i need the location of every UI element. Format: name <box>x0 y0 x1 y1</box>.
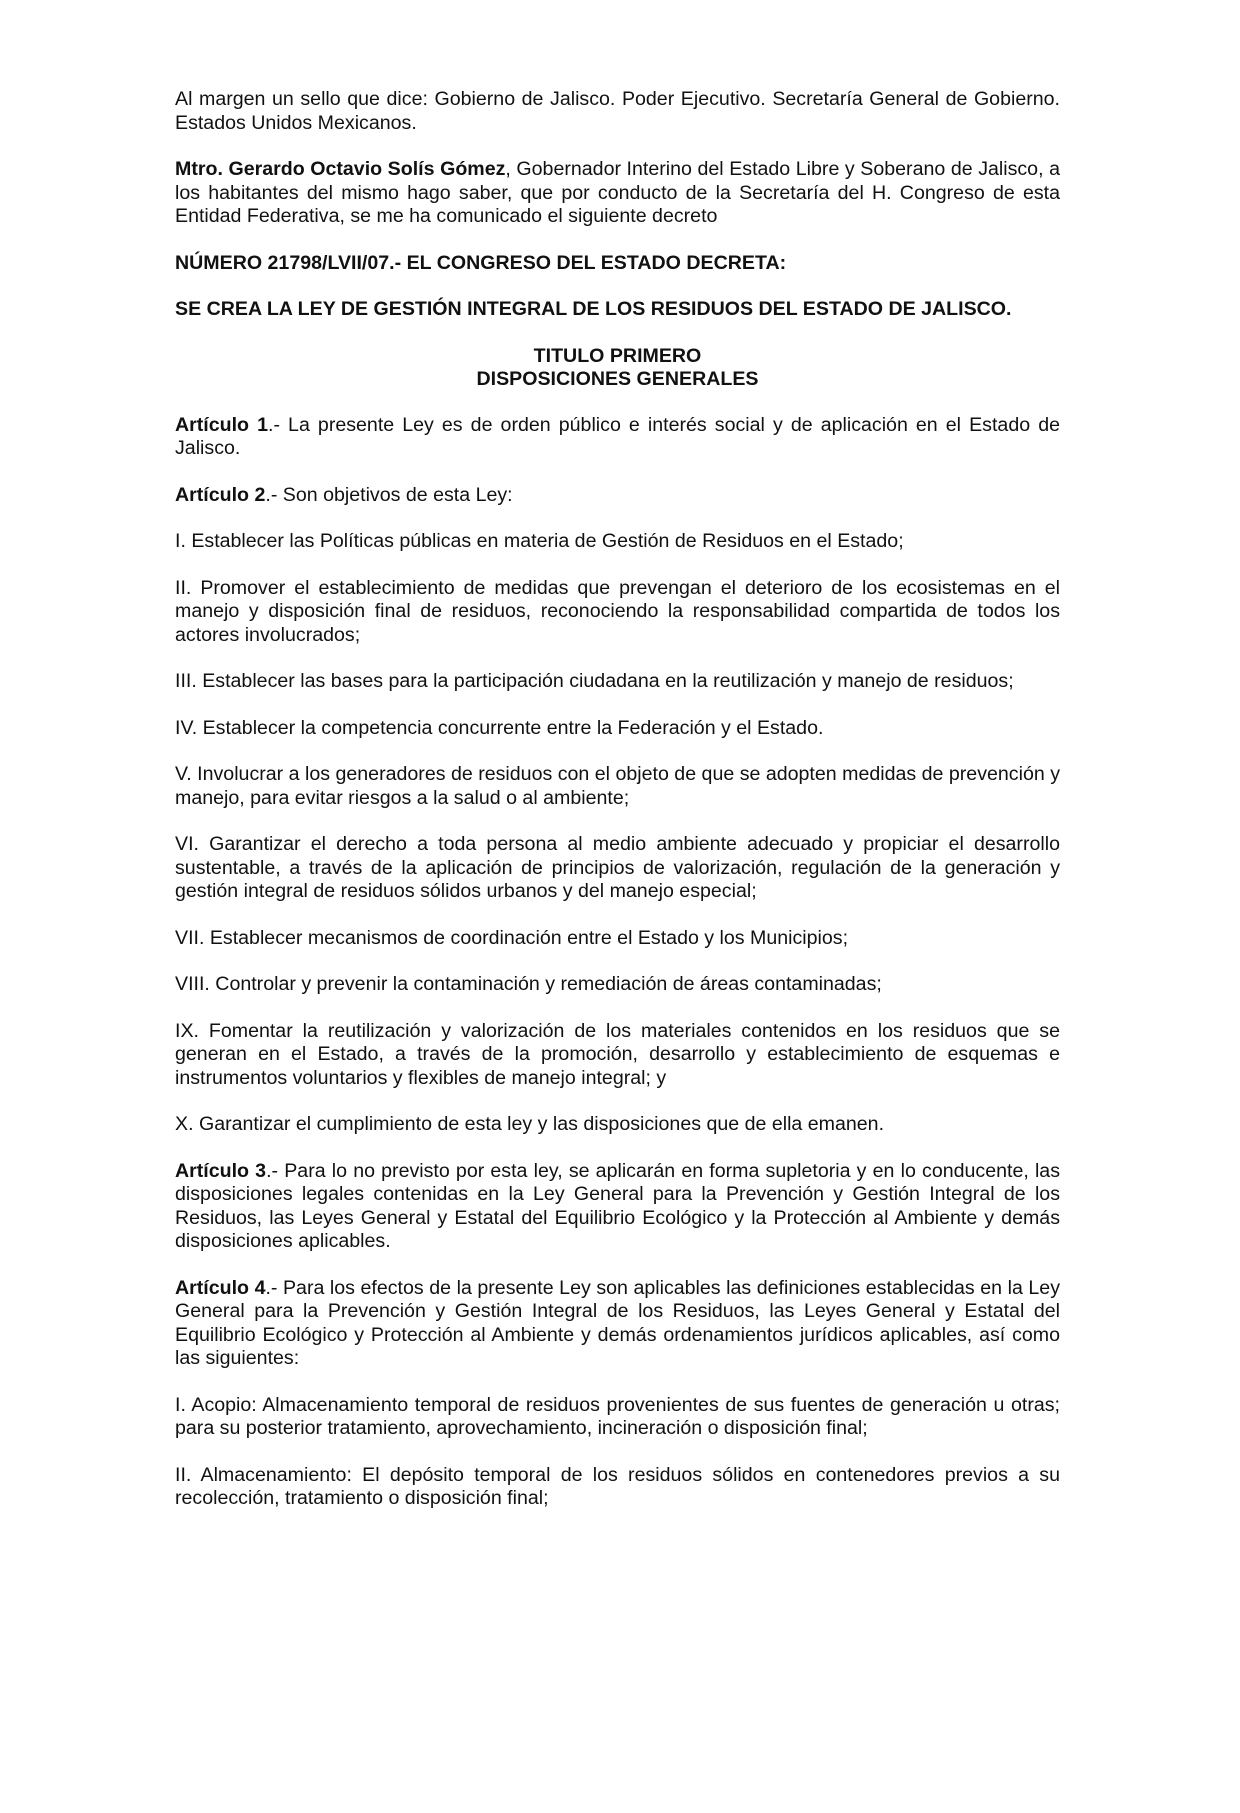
title-heading-line2: DISPOSICIONES GENERALES <box>476 368 759 390</box>
article-4-item-1: I. Acopio: Almacenamiento temporal de residuos provenientes de sus fuentes de generación u otras; para su posterior tratamiento, aprovechamiento, incineración o disposición final; <box>175 1393 1060 1439</box>
article-2-item-8: VIII. Controlar y prevenir la contaminación y remediación de áreas contaminadas; <box>175 973 882 995</box>
article-2-item-3: III. Establecer las bases para la participación ciudadana en la reutilización y manejo de residuos; <box>175 670 1014 692</box>
title-heading-line1: TITULO PRIMERO <box>533 344 702 367</box>
article-2-item-10: X. Garantizar el cumplimiento de esta ley y las disposiciones que de ella emanen. <box>175 1113 885 1135</box>
article-4 <box>175 1277 1060 1371</box>
governor-name: Mtro. Gerardo Octavio Solís Gómez <box>175 158 506 180</box>
article-2-item-5: V. Involucrar a los generadores de residuos con el objeto de que se adopten medidas de prevención y manejo, para evitar riesgos a la salud o al ambiente; <box>175 763 1060 809</box>
law-title: SE CREA LA LEY DE GESTIÓN INTEGRAL DE LOS RESIDUOS DEL ESTADO DE JALISCO. <box>175 298 1012 320</box>
article-2-label: Artículo 2 <box>175 483 266 506</box>
article-2-item-7: VII. Establecer mecanismos de coordinación entre el Estado y los Municipios; <box>175 926 849 949</box>
article-1-text: .- La presente Ley es de orden público e interés social y de aplicación en el Estado de Jalisco. <box>175 413 1060 459</box>
article-2-text: .- Son objetivos de esta Ley: <box>265 483 513 506</box>
title-heading <box>175 345 1060 392</box>
decree-number: NÚMERO 21798/LVII/07.- EL CONGRESO DEL ESTADO DECRETA: <box>175 251 787 274</box>
governor-paragraph <box>175 158 1060 229</box>
document-page <box>175 88 1060 1534</box>
article-3-label: Artículo 3 <box>175 1159 267 1182</box>
article-3 <box>175 1160 1060 1254</box>
article-2 <box>175 484 1060 508</box>
article-1 <box>175 414 1060 461</box>
article-2-item-9: IX. Fomentar la reutilización y valorización de los materiales contenidos en los residuos que se generan en el Estado, a través de la promoción, desarrollo y establecimiento de esquemas e instrumentos voluntarios y flexibles de manejo integral; y <box>175 1019 1060 1089</box>
seal-note: Al margen un sello que dice: Gobierno de Jalisco. Poder Ejecutivo. Secretaría General de Gobierno. Estados Unidos Mexicanos. <box>175 88 1060 134</box>
article-2-item-1: I. Establecer las Políticas públicas en materia de Gestión de Residuos en el Estado; <box>175 530 904 552</box>
article-2-item-6: VI. Garantizar el derecho a toda persona al medio ambiente adecuado y propiciar el desarrollo sustentable, a través de la aplicación de principios de valorización, regulación de la generación y gestión integral de residuos sólidos urbanos y del manejo especial; <box>175 833 1060 902</box>
article-4-label: Artículo 4 <box>175 1276 266 1299</box>
article-4-item-2: II. Almacenamiento: El depósito temporal de los residuos sólidos en contenedores previos a su recolección, tratamiento o disposición final; <box>175 1463 1060 1509</box>
article-1-label: Artículo 1 <box>175 413 268 436</box>
article-2-item-2: II. Promover el establecimiento de medidas que prevengan el deterioro de los ecosistemas en el manejo y disposición final de residuos, reconociendo la responsabilidad compartida de todos los actores involucrados; <box>175 576 1060 646</box>
article-2-item-4: IV. Establecer la competencia concurrente entre la Federación y el Estado. <box>175 716 824 739</box>
article-4-text: .- Para los efectos de la presente Ley son aplicables las definiciones establecidas en la Ley General para la Prevención y Gestión Integral de los Residuos, las Leyes General y Estatal del Equilibrio Ecológico y Protección al Ambiente y demás ordenamientos jurídicos aplicables, así como las siguientes: <box>175 1276 1060 1369</box>
article-3-text: .- Para lo no previsto por esta ley, se aplicarán en forma supletoria y en lo conducente, las disposiciones legales contenidas en la Ley General para la Prevención y Gestión Integral de los Residuos, las Leyes General y Estatal del Equilibrio Ecológico y la Protección al Ambiente y demás disposiciones aplicables. <box>175 1159 1060 1252</box>
governor-text: , Gobernador Interino del Estado Libre y Soberano de Jalisco, a los habitantes del mismo hago saber, que por conducto de la Secretaría del H. Congreso de esta Entidad Federativa, se me ha comunicado el siguiente decreto <box>175 158 1060 227</box>
